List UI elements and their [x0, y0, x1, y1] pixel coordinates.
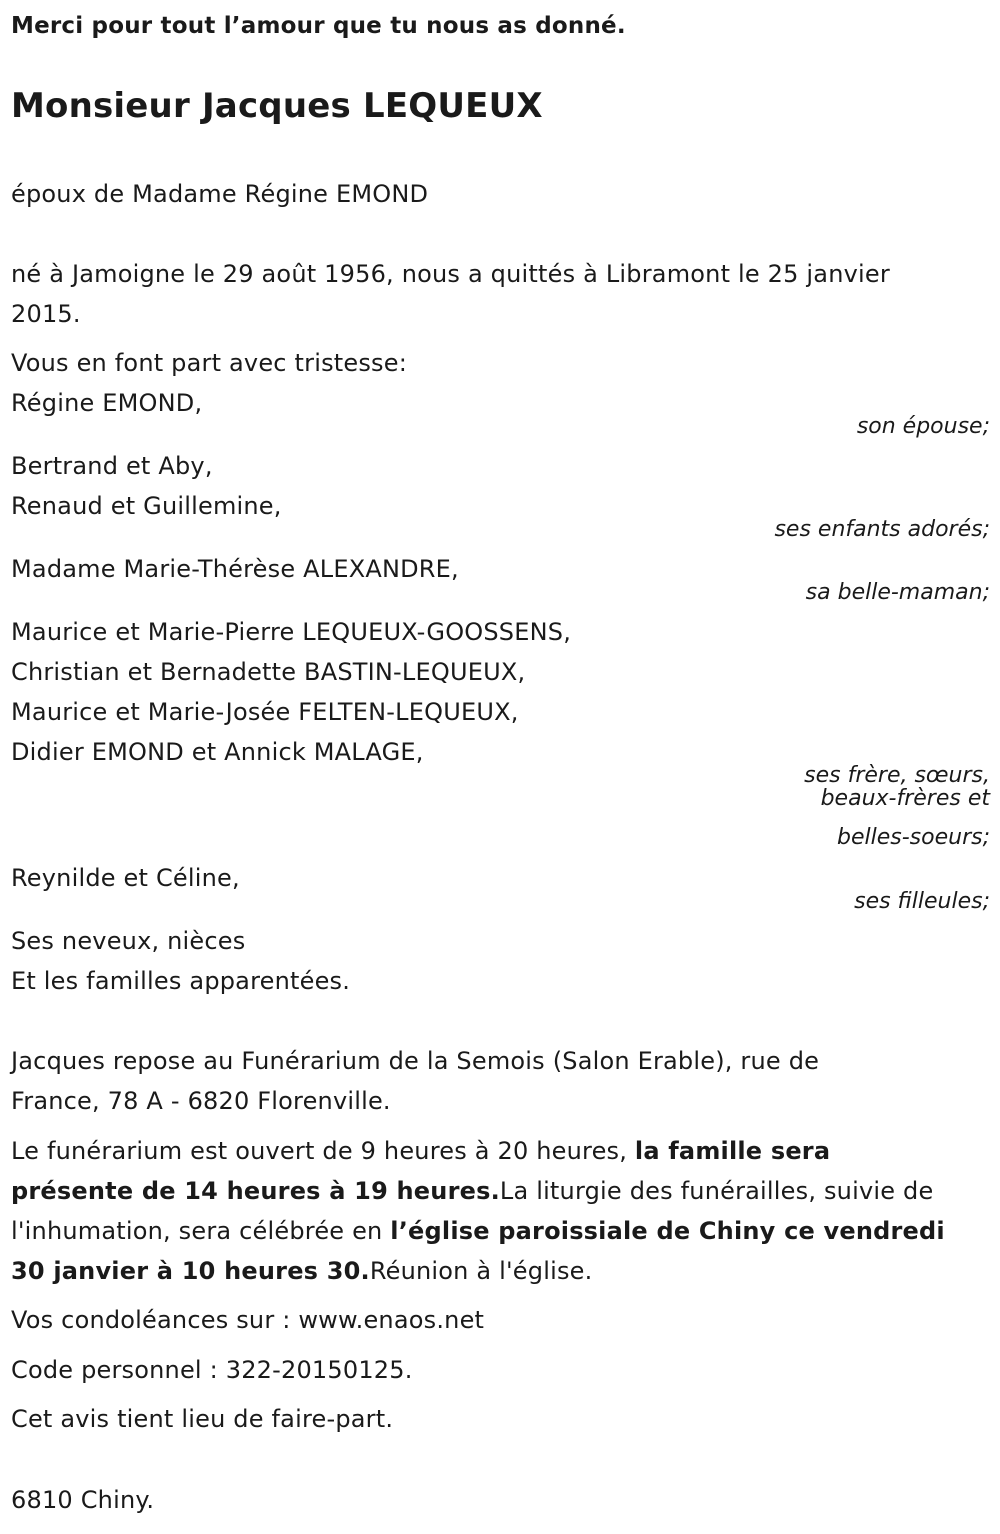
hours-text: Réunion à l'église. — [369, 1257, 593, 1285]
family-relation: belles-soeurs; — [837, 825, 990, 850]
notice-line: Cet avis tient lieu de faire-part. — [11, 1405, 394, 1433]
condolences-line: Vos condoléances sur : www.enaos.net — [11, 1306, 485, 1334]
family-name: Renaud et Guillemine, — [11, 492, 282, 520]
place-line: 6810 Chiny. — [11, 1486, 155, 1514]
family-name: Régine EMOND, — [11, 389, 203, 417]
personal-code-line: Code personnel : 322-20150125. — [11, 1356, 413, 1384]
family-relation: beaux-frères et — [820, 786, 990, 811]
family-name: Reynilde et Céline, — [11, 864, 240, 892]
hours-text-bold: présente de 14 heures à 19 heures. — [11, 1177, 500, 1205]
family-name: Bertrand et Aby, — [11, 452, 213, 480]
birth-line-2: 2015. — [11, 300, 81, 328]
hours-text-bold: la famille sera — [634, 1137, 831, 1165]
hours-text: l'inhumation, sera célébrée en — [11, 1217, 391, 1245]
others-line-2: Et les familles apparentées. — [11, 967, 351, 995]
hours-text-bold: 30 janvier à 10 heures 30. — [11, 1257, 370, 1285]
announce-line: Vous en font part avec tristesse: — [11, 349, 408, 377]
family-name: Madame Marie-Thérèse ALEXANDRE, — [11, 555, 459, 583]
repose-line-2: France, 78 A - 6820 Florenville. — [11, 1087, 391, 1115]
family-name: Didier EMOND et Annick MALAGE, — [11, 738, 424, 766]
birth-line-1: né à Jamoigne le 29 août 1956, nous a quittés à Libramont le 25 janvier — [11, 260, 890, 288]
family-relation: ses filleules; — [854, 889, 990, 914]
spouse-line: époux de Madame Régine EMOND — [11, 180, 429, 208]
hours-line-1 — [11, 1137, 830, 1165]
deceased-name: Monsieur Jacques LEQUEUX — [11, 86, 543, 126]
family-relation: sa belle-maman; — [805, 580, 990, 605]
hours-text: Le funérarium est ouvert de 9 heures à 20 heures, — [11, 1137, 635, 1165]
hours-line-3 — [11, 1217, 945, 1245]
family-relation: ses frère, sœurs, — [804, 763, 990, 788]
family-relation: ses enfants adorés; — [774, 517, 990, 542]
family-name: Christian et Bernadette BASTIN-LEQUEUX, — [11, 658, 526, 686]
family-relation: son épouse; — [856, 414, 990, 439]
hours-text: La liturgie des funérailles, suivie de — [499, 1177, 934, 1205]
others-line-1: Ses neveux, nièces — [11, 927, 246, 955]
hours-text-bold: l’église paroissiale de Chiny ce vendredi — [390, 1217, 945, 1245]
family-name: Maurice et Marie-Josée FELTEN-LEQUEUX, — [11, 698, 519, 726]
family-name: Maurice et Marie-Pierre LEQUEUX-GOOSSENS, — [11, 618, 572, 646]
hours-line-2 — [11, 1177, 933, 1205]
repose-line-1: Jacques repose au Funérarium de la Semois (Salon Erable), rue de — [11, 1047, 820, 1075]
intro-line: Merci pour tout l’amour que tu nous as donné. — [11, 13, 626, 39]
hours-line-4 — [11, 1257, 592, 1285]
